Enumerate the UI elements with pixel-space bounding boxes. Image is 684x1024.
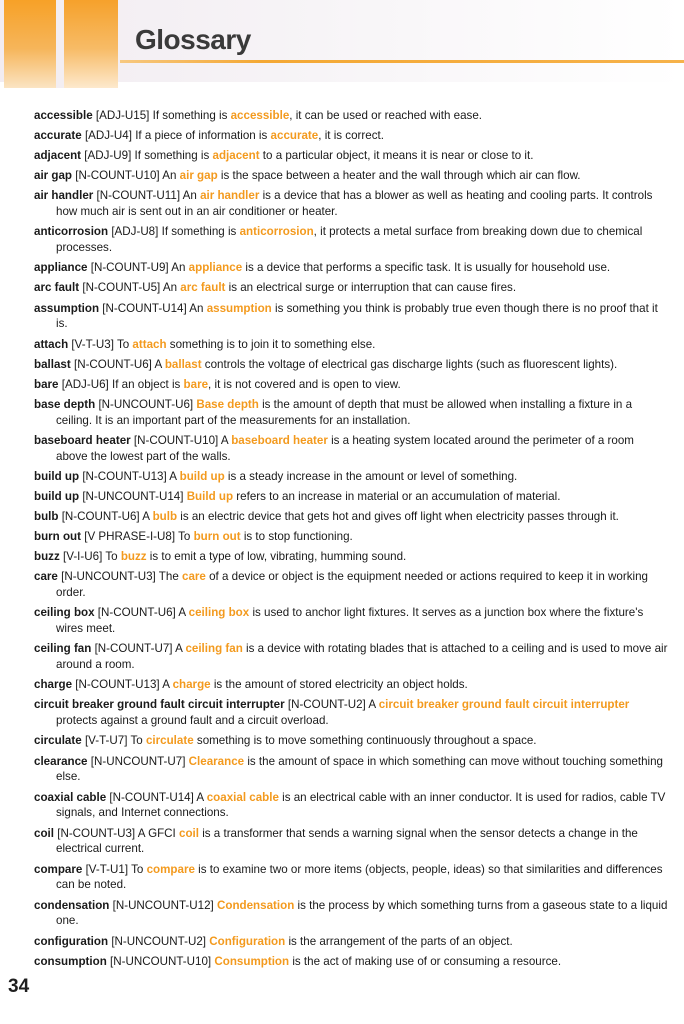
highlighted-term: attach [132, 337, 167, 351]
word-category: [N-COUNT-U6] [97, 606, 176, 620]
definition-lead: If something is [161, 225, 237, 239]
definition-text: is an electrical cable with an inner conductor. It is used for radios, cable TV signals, and Internet connections. [56, 790, 666, 820]
glossary-entry [34, 108, 668, 124]
definition-text: is the arrangement of the parts of an object. [285, 934, 513, 948]
definition-text: is to emit a type of low, vibrating, humming sound. [146, 550, 407, 564]
glossary-entry [34, 790, 668, 822]
definition-text: is the process by which something turns from a gaseous state to a liquid one. [56, 898, 668, 928]
glossary-entry [34, 224, 668, 256]
word-category: [N-UNCOUNT-U3] [61, 570, 156, 584]
definition-text: is the amount of space in which something can move without touching something else. [56, 754, 664, 784]
word-category: [N-COUNT-U10] [133, 433, 219, 447]
highlighted-term: ceiling box [188, 606, 250, 620]
glossary-term: circuit breaker ground fault circuit interrupter [34, 698, 285, 712]
glossary-term: coaxial cable [34, 790, 107, 804]
word-category: [ADJ-U4] [84, 129, 132, 143]
highlighted-term: arc fault [180, 281, 226, 295]
glossary-term: clearance [34, 754, 88, 768]
glossary-term: accessible [34, 109, 93, 122]
glossary-entry [34, 301, 668, 333]
page-title: Glossary [135, 24, 251, 55]
highlighted-term: baseboard heater [231, 433, 328, 447]
glossary-entry [34, 397, 668, 429]
glossary-term: buzz [34, 550, 60, 564]
highlighted-term: burn out [193, 530, 241, 544]
word-category: [ADJ-U9] [84, 149, 132, 163]
definition-lead: To [178, 530, 191, 544]
word-category: [ADJ-U8] [111, 225, 159, 239]
glossary-term: charge [34, 678, 73, 692]
glossary-entry [34, 605, 668, 637]
glossary-entry [34, 337, 668, 353]
definition-lead: A [169, 469, 177, 483]
definition-lead: An [162, 281, 178, 295]
glossary-entry [34, 509, 668, 525]
definition-text: , it is correct. [318, 129, 384, 143]
word-category: [N-COUNT-U7] [94, 642, 173, 656]
glossary-term: attach [34, 337, 69, 351]
glossary-entry [34, 733, 668, 749]
glossary-entry [34, 489, 668, 505]
glossary-entry [34, 357, 668, 373]
word-category: [N-UNCOUNT-U6] [98, 397, 194, 411]
highlighted-term: buzz [120, 550, 147, 564]
glossary-entry [34, 280, 668, 296]
glossary-entry [34, 898, 668, 930]
highlighted-term: care [182, 570, 206, 584]
glossary-term: assumption [34, 301, 100, 315]
definition-text: , it can be used or reached with ease. [289, 109, 482, 122]
definition-lead: An [171, 261, 186, 275]
glossary-term: burn out [34, 530, 82, 544]
glossary-term: ballast [34, 357, 71, 371]
word-category: [N-COUNT-U13] [82, 469, 167, 483]
definition-lead: A [368, 698, 376, 712]
word-category: [N-COUNT-U2] [287, 698, 366, 712]
definition-text: is a device that has a blower as well as heating and cooling parts. It controls how much air is sent out in an air conditioner or heater. [56, 189, 653, 219]
word-category: [N-COUNT-U9] [90, 261, 169, 275]
definition-lead: A [142, 510, 150, 524]
glossary-term: ceiling fan [34, 642, 92, 656]
glossary-entry [34, 549, 668, 565]
definition-text: is an electrical surge or interruption that can cause fires. [225, 281, 517, 295]
definition-text: is the space between a heater and the wall through which air can flow. [217, 169, 581, 183]
highlighted-term: accurate [270, 129, 319, 143]
glossary-entry [34, 697, 668, 729]
highlighted-term: ballast [164, 357, 202, 371]
word-category: [N-UNCOUNT-U12] [112, 898, 214, 912]
glossary-entry [34, 529, 668, 545]
glossary-entry [34, 469, 668, 485]
glossary-entry [34, 377, 668, 393]
word-category: [N-COUNT-U5] [82, 281, 161, 295]
header-rule [120, 60, 684, 63]
glossary-term: bare [34, 377, 59, 391]
word-category: [V-T-U7] [84, 734, 128, 748]
highlighted-term: compare [146, 862, 195, 876]
definition-lead: To [130, 734, 143, 748]
definition-text: is to examine two or more items (objects, people, ideas) so that similarities and differences can be noted. [56, 862, 663, 892]
glossary-entry [34, 826, 668, 858]
highlighted-term: Configuration [209, 934, 286, 948]
word-category: [ADJ-U15] [95, 109, 150, 122]
glossary-term: appliance [34, 261, 88, 275]
definition-lead: If a piece of information is [135, 129, 268, 143]
definition-text: , it is not covered and is open to view. [208, 377, 401, 391]
definition-lead: A GFCI [137, 826, 176, 840]
word-category: [V-T-U3] [71, 337, 114, 351]
glossary-entry [34, 954, 668, 970]
glossary-term: configuration [34, 934, 109, 948]
definition-text: something is to move something continuously throughout a space. [193, 734, 537, 748]
word-category: [N-UNCOUNT-U10] [110, 954, 212, 968]
highlighted-term: circulate [145, 734, 194, 748]
highlighted-term: anticorrosion [239, 225, 314, 239]
glossary-term: coil [34, 826, 54, 840]
definition-lead: A [175, 642, 183, 656]
glossary-term: air gap [34, 169, 73, 183]
definition-lead: If something is [134, 149, 210, 163]
definition-lead: If something is [152, 109, 228, 122]
glossary-entry [34, 677, 668, 693]
word-category: [V PHRASE-I-U8] [84, 530, 176, 544]
glossary-entry [34, 260, 668, 276]
definition-text: is an electric device that gets hot and gives off light when electricity passes through it. [177, 510, 619, 524]
glossary-entry [34, 188, 668, 220]
definition-text: something is to join it to something else. [166, 337, 376, 351]
definition-text: is a transformer that sends a warning signal when the sensor detects a change in the electrical current. [56, 826, 638, 856]
highlighted-term: air handler [200, 189, 260, 203]
highlighted-term: bare [183, 377, 209, 391]
highlighted-term: assumption [206, 301, 272, 315]
glossary-entry [34, 754, 668, 786]
definition-text: is a steady increase in the amount or level of something. [224, 469, 518, 483]
glossary-entry [34, 641, 668, 673]
highlighted-term: Consumption [214, 954, 290, 968]
definition-text: of a device or object is the equipment needed or actions required to keep it in working order. [56, 570, 648, 600]
glossary-term: build up [34, 489, 80, 503]
word-category: [N-COUNT-U6] [73, 357, 152, 371]
highlighted-term: coaxial cable [206, 790, 279, 804]
definition-text: is a device with rotating blades that is attached to a ceiling and is used to move air around a room. [56, 642, 668, 672]
word-category: [N-UNCOUNT-U2] [111, 934, 206, 948]
definition-text: is a heating system located around the perimeter of a room above the lowest part of the walls. [56, 433, 634, 463]
highlighted-term: circuit breaker ground fault circuit interrupter [378, 698, 630, 712]
definition-lead: If an object is [112, 377, 181, 391]
page-number: 34 [8, 976, 30, 997]
glossary-entry [34, 862, 668, 894]
word-category: [N-COUNT-U14] [109, 790, 194, 804]
glossary-term: condensation [34, 898, 110, 912]
definition-text: is the act of making use of or consuming a resource. [289, 954, 562, 968]
highlighted-term: Base depth [196, 397, 259, 411]
highlighted-term: appliance [188, 261, 243, 275]
definition-lead: A [154, 357, 162, 371]
definition-lead: To [116, 337, 130, 351]
glossary-term: compare [34, 862, 83, 876]
definition-text: is the amount of depth that must be allowed when installing a fixture in a ceiling. It is an important part of the measurements for an installation. [56, 397, 633, 427]
glossary-entry [34, 128, 668, 144]
word-category: [N-COUNT-U14] [102, 301, 187, 315]
decorative-tab-gap [56, 0, 64, 88]
definition-lead: To [105, 550, 118, 564]
highlighted-term: Build up [186, 489, 234, 503]
glossary-entry [34, 168, 668, 184]
word-category: [V-I-U6] [63, 550, 103, 564]
glossary-term: accurate [34, 129, 82, 143]
definition-text: to a particular object, it means it is near or close to it. [259, 149, 534, 163]
definition-text: is the amount of stored electricity an object holds. [210, 678, 468, 692]
definition-lead: An [162, 169, 177, 183]
word-category: [N-COUNT-U13] [75, 678, 160, 692]
definition-lead: A [162, 678, 170, 692]
highlighted-term: build up [179, 469, 225, 483]
definition-text: controls the voltage of electrical gas discharge lights (such as fluorescent lights). [201, 357, 618, 371]
definition-text: is a device that performs a specific task. It is usually for household use. [242, 261, 611, 275]
highlighted-term: ceiling fan [185, 642, 243, 656]
definition-lead: To [131, 862, 144, 876]
word-category: [N-COUNT-U6] [61, 510, 140, 524]
glossary-term: baseboard heater [34, 433, 131, 447]
glossary-entry [34, 433, 668, 465]
definition-text: is used to anchor light fixtures. It serves as a junction box where the fixture's wires meet. [56, 606, 644, 636]
glossary-term: arc fault [34, 281, 80, 295]
glossary-term: bulb [34, 510, 59, 524]
highlighted-term: Clearance [188, 754, 245, 768]
definition-lead: A [196, 790, 204, 804]
highlighted-term: accessible [230, 109, 290, 122]
definition-text: is to stop functioning. [240, 530, 353, 544]
highlighted-term: adjacent [212, 149, 260, 163]
definition-lead: A [220, 433, 228, 447]
word-category: [N-COUNT-U10] [75, 169, 160, 183]
glossary-term: air handler [34, 189, 94, 203]
decorative-tab-right [64, 0, 118, 88]
decorative-tab-left [4, 0, 56, 88]
glossary-entry [34, 148, 668, 164]
word-category: [V-T-U1] [85, 862, 129, 876]
highlighted-term: Condensation [216, 898, 295, 912]
definition-lead: An [189, 301, 204, 315]
definition-lead: A [178, 606, 186, 620]
word-category: [N-COUNT-U3] [57, 826, 136, 840]
glossary-term: ceiling box [34, 606, 95, 620]
word-category: [N-UNCOUNT-U14] [82, 489, 184, 503]
glossary-entry [34, 934, 668, 950]
glossary-term: care [34, 570, 58, 584]
word-category: [ADJ-U6] [61, 377, 109, 391]
highlighted-term: coil [179, 826, 199, 840]
definition-text: , it protects a metal surface from breaking down due to chemical processes. [56, 225, 643, 255]
glossary-term: build up [34, 469, 80, 483]
word-category: [N-UNCOUNT-U7] [90, 754, 186, 768]
definition-text: is something you think is probably true even though there is no proof that it is. [56, 301, 658, 331]
definition-text: refers to an increase in material or an accumulation of material. [233, 489, 561, 503]
glossary-term: base depth [34, 397, 96, 411]
highlighted-term: air gap [179, 169, 218, 183]
glossary-entry [34, 569, 668, 601]
glossary-term: anticorrosion [34, 225, 109, 239]
glossary-term: adjacent [34, 149, 82, 163]
word-category: [N-COUNT-U11] [96, 189, 181, 203]
definition-text: protects against a ground fault and a circuit overload. [56, 714, 329, 728]
glossary-list [34, 108, 668, 974]
definition-lead: An [182, 189, 197, 203]
highlighted-term: charge [172, 678, 211, 692]
glossary-term: circulate [34, 734, 82, 748]
highlighted-term: bulb [152, 510, 178, 524]
glossary-term: consumption [34, 954, 107, 968]
definition-lead: The [158, 570, 179, 584]
